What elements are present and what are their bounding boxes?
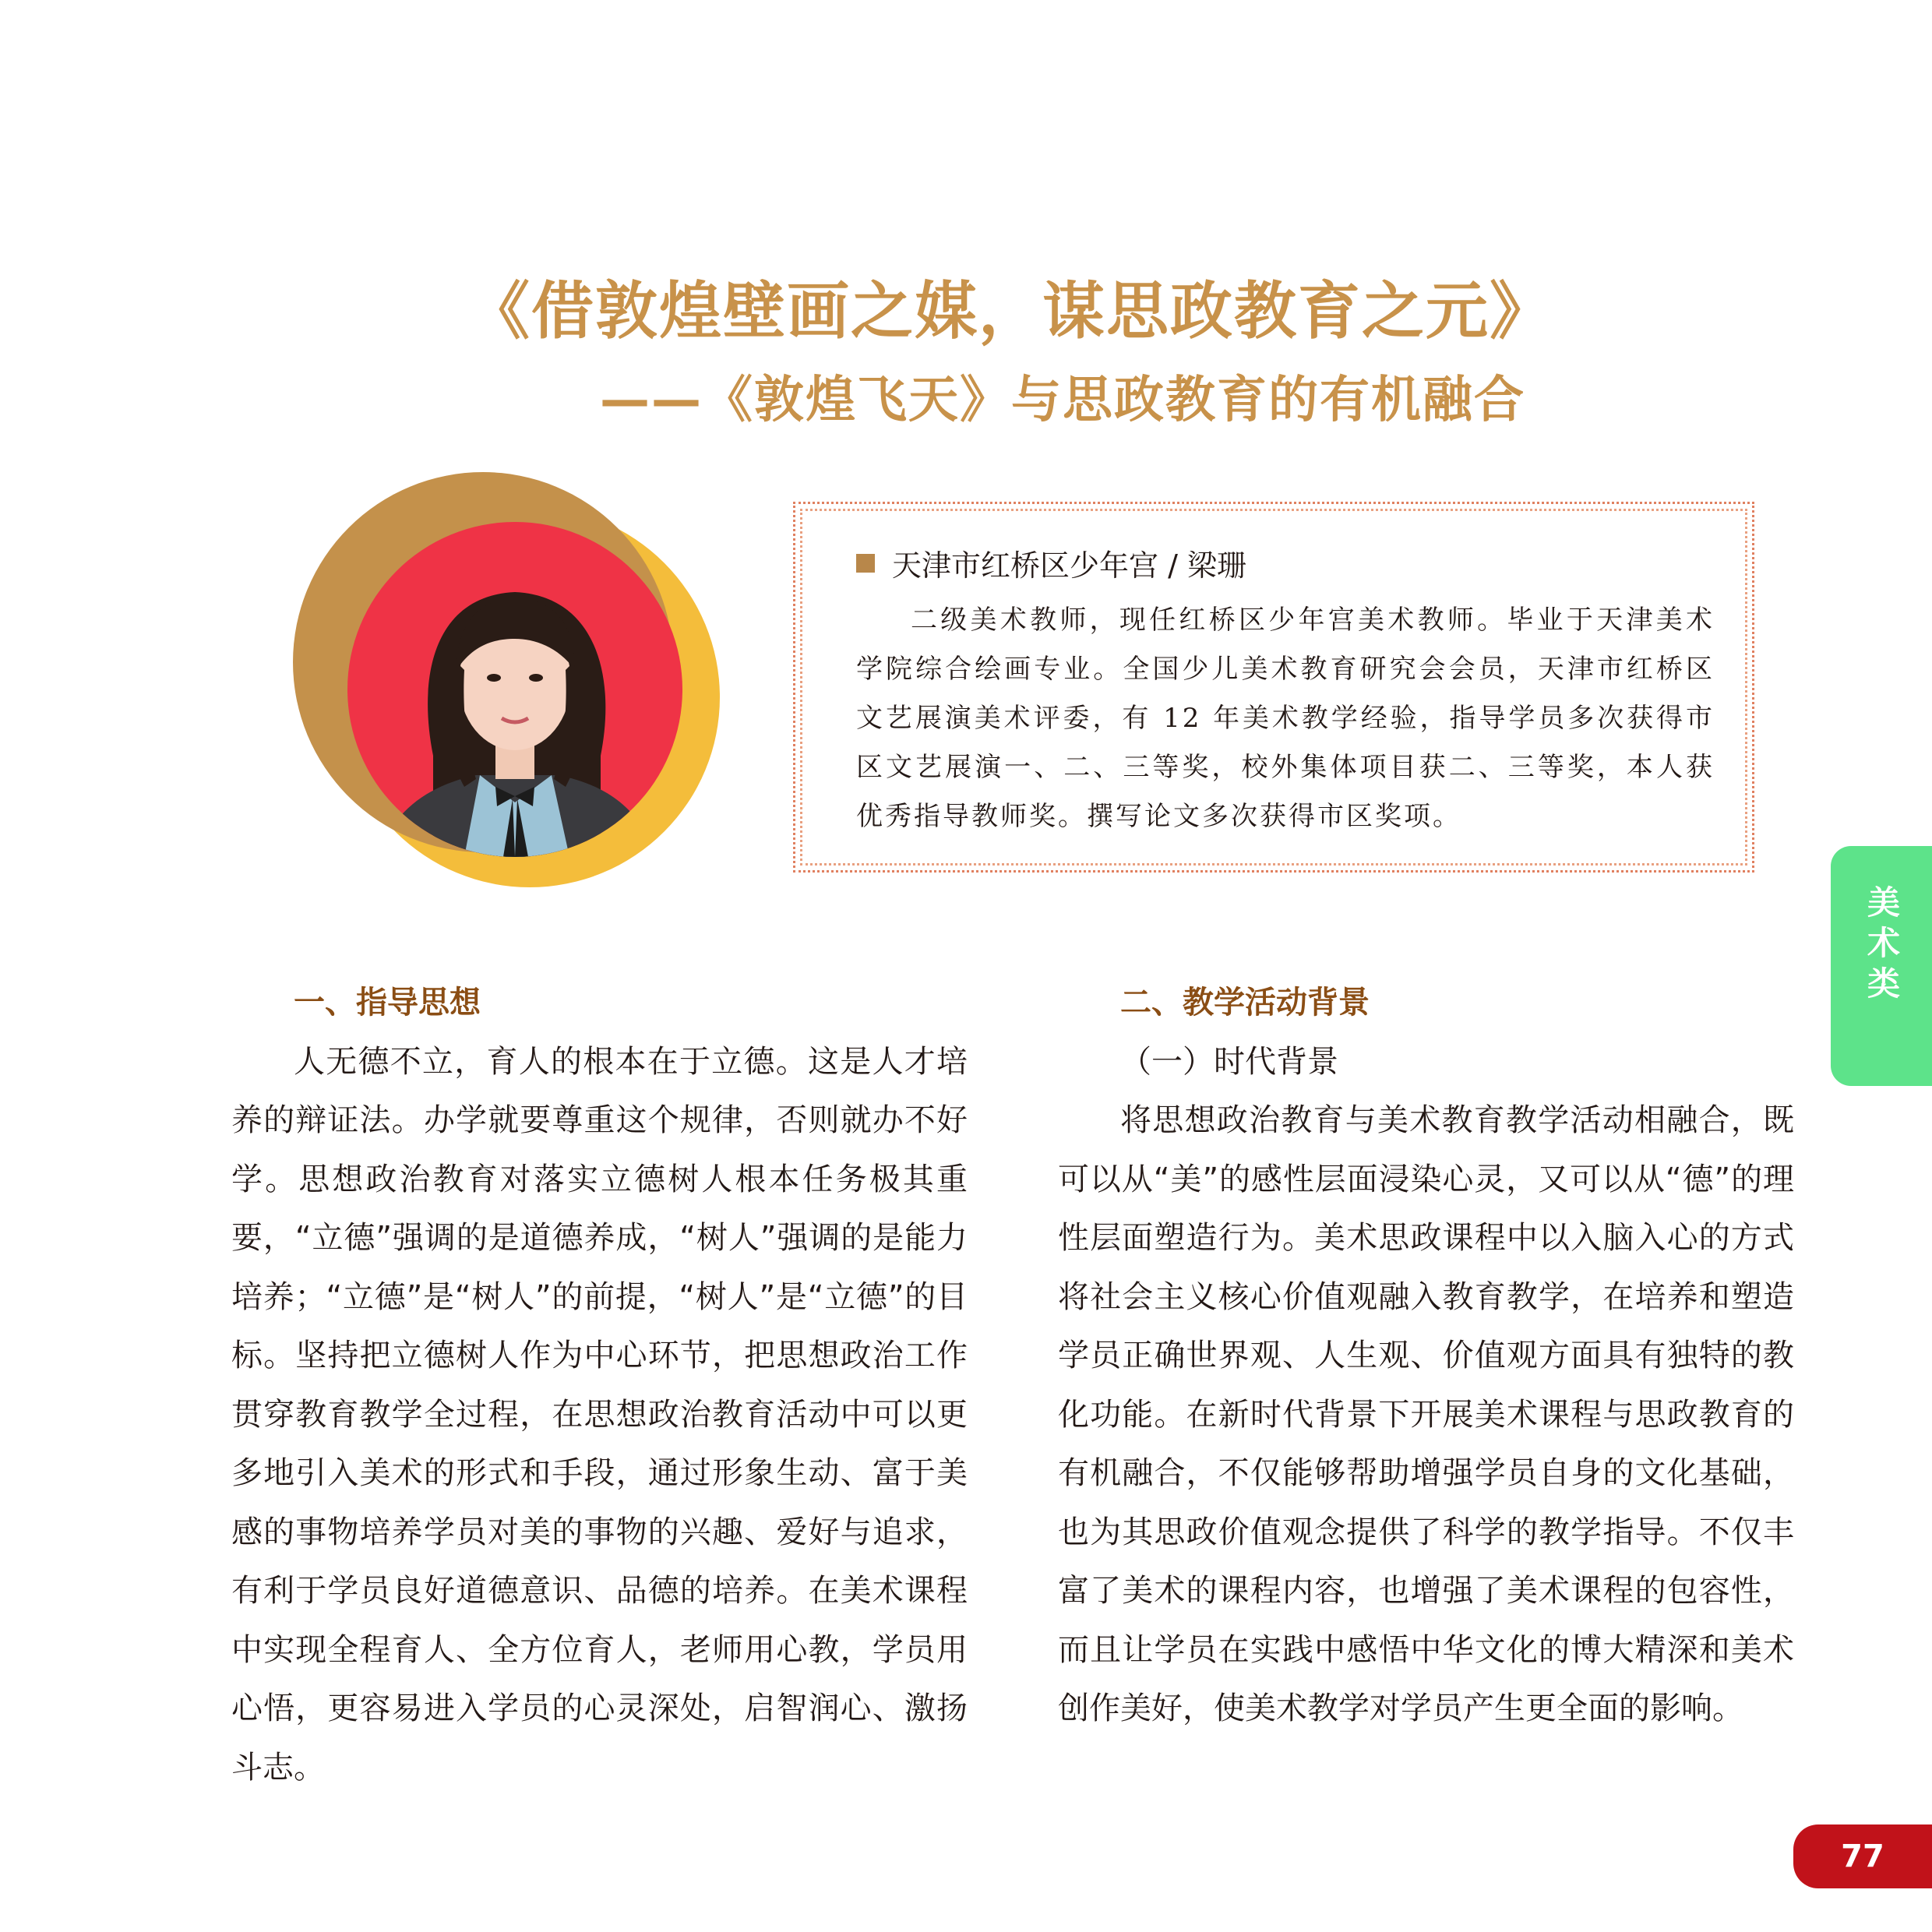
section-paragraph: 将思想政治教育与美术教育教学活动相融合，既可以从“美”的感性层面浸染心灵，又可以从“德”的理性层面塑造行为。美术思政课程中以入脑入心的方式将社会主义核心价值观融入教育教学，在培养和塑造学员正确世界观、人生观、价值观方面具有独特的教化功能。在新时代背景下开展美术课程与思政教育的有机融合，不仅能够帮助增强学员自身的文化基础，也为其思政价值观念提供了科学的教学指导。不仅丰富了美术的课程内容，也增强了美术课程的包容性，而且让学员在实践中感悟中华文化的博大精深和美术创作美好，使美术教学对学员产生更全面的影响。 [1058, 1102, 1794, 1726]
right-column [1058, 974, 1794, 1739]
author-photo [293, 472, 729, 882]
section-subheading: （一）时代背景 [1120, 1043, 1338, 1080]
section-heading: 二、教学活动背景 [1120, 985, 1370, 1021]
section-heading: 一、指导思想 [294, 985, 481, 1021]
category-tab-label: 美术类 [1863, 885, 1901, 1007]
author-bio-text: 二级美术教师，现任红桥区少年宫美术教师。毕业于天津美术学院综合绘画专业。全国少儿美术教育研究会会员，天津市红桥区文艺展演美术评委，有 12 年美术教学经验，指导学员多次获得市区文艺展演一、二、三等奖，校外集体项目获二、三等奖，本人获优秀指导教师奖。撰写论文多次获得市区奖项。 [856, 605, 1715, 832]
section-paragraph: 人无德不立，育人的根本在于立德。这是人才培养的辩证法。办学就要尊重这个规律，否则就办不好学。思想政治教育对落实立德树人根本任务极其重要，“立德”强调的是道德养成，“树人”强调的是能力培养；“立德”是“树人”的前提，“树人”是“立德”的目标。坚持把立德树人作为中心环节，把思想政治工作贯穿教育教学全过程，在思想政治教育活动中可以更多地引入美术的形式和手段，通过形象生动、富于美感的事物培养学员对美的事物的兴趣、爱好与追求，有利于学员良好道德意识、品德的培养。在美术课程中实现全程育人、全方位育人，老师用心教，学员用心悟，更容易进入学员的心灵深处，启智润心、激扬斗志。 [231, 1043, 968, 1786]
square-bullet-icon [856, 554, 875, 573]
portrait-illustration [347, 522, 682, 857]
article-title: 《借敦煌壁画之媒，谋思政教育之元》 [467, 275, 1553, 347]
page-number: 77 [1793, 1824, 1932, 1888]
portrait-background [347, 522, 682, 857]
author-bio-box [793, 502, 1754, 873]
left-column [231, 974, 968, 1797]
article-subtitle: ——《敦煌飞天》与思政教育的有机融合 [600, 372, 1525, 429]
author-affiliation [856, 541, 1246, 584]
author-affiliation-text: 天津市红桥区少年宫 / 梁珊 [892, 548, 1246, 583]
category-tab [1831, 846, 1932, 1086]
